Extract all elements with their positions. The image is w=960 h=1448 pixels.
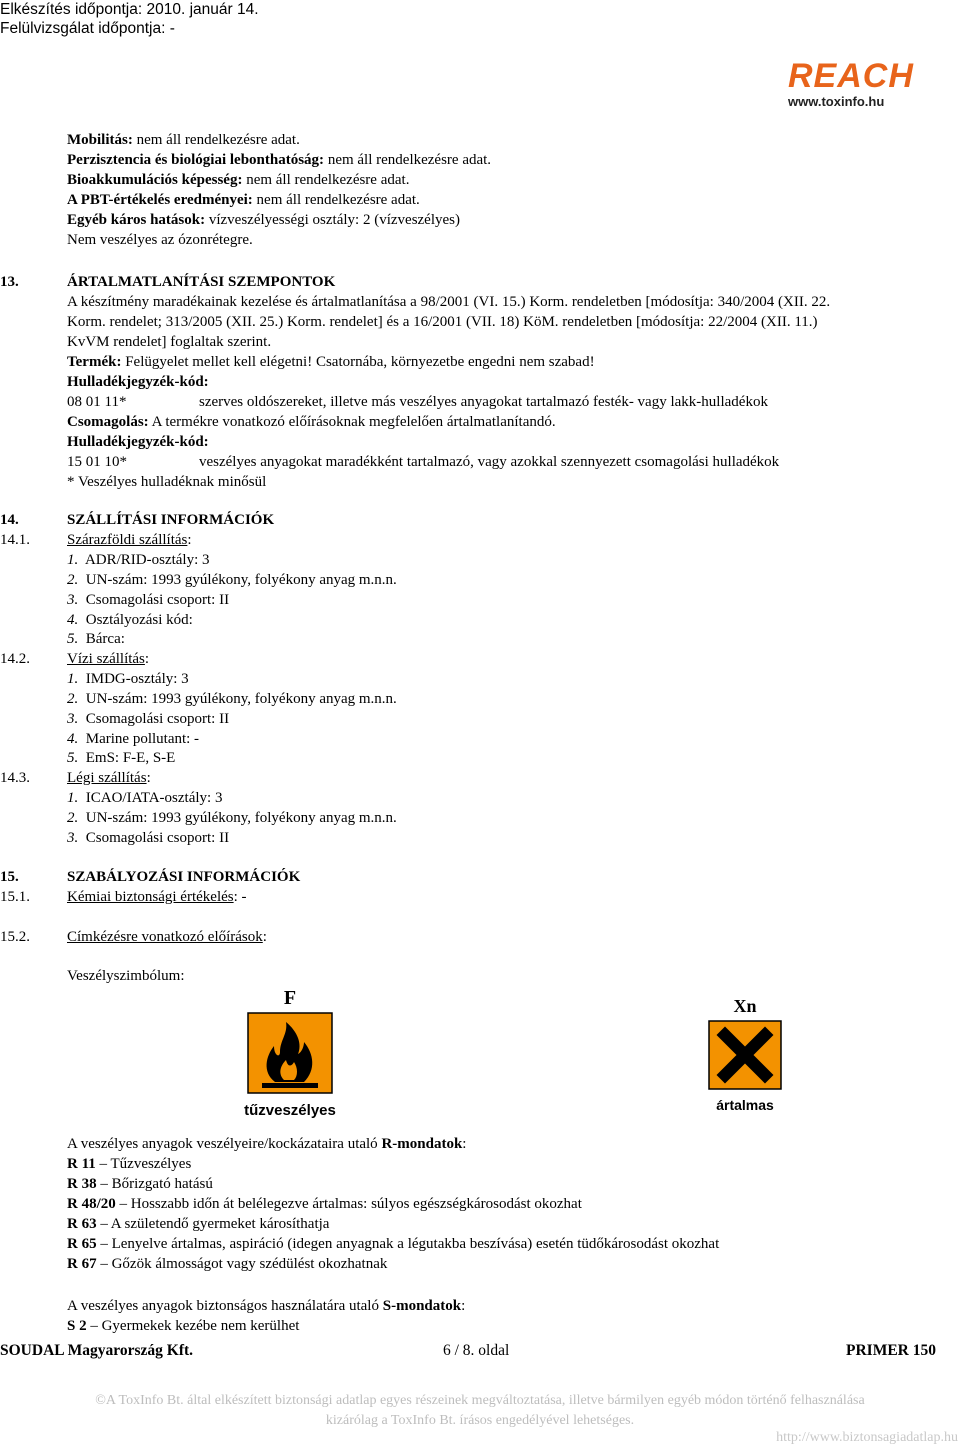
subsection-14-3: 14.3. Légi szállítás: [0,770,151,786]
revision-date: Felülvizsgálat időpontja: - [0,20,175,37]
harmful-symbol [703,995,787,1113]
s12-line: Nem veszélyes az ózonrétegre. [67,232,253,248]
reach-logo [788,58,938,110]
s-phrase: S 2 – Gyermekek kezébe nem kerülhet [67,1318,300,1334]
s12-line: Perzisztencia és biológiai lebonthatóság: nem áll rendelkezésre adat. [67,152,492,168]
waste-code-line: 08 01 11* szerves oldószereket, illetve más veszélyes anyagokat tartalmazó festék- vagy lakk-hulladékok [67,394,768,410]
section-13-body [67,292,935,492]
footer-page-number: 6 / 8. oldal [443,1342,510,1359]
section-title: ÁRTALMATLANÍTÁSI SZEMPONTOK [67,274,336,290]
waste-code-label: Hulladékjegyzék-kód: [67,374,209,390]
list-item: 1. ADR/RID-osztály: 3 [67,552,210,568]
copyright-line: kizárólag a ToxInfo Bt. írásos engedélyével lehetséges. [325,1413,635,1428]
waste-code-label: Hulladékjegyzék-kód: [67,434,209,450]
r-phrases [67,1134,719,1274]
s12-line: Egyéb káros hatások: vízveszélyességi osztály: 2 (vízveszélyes) [67,212,460,228]
r-phrase: R 11 – Tűzveszélyes [67,1156,192,1172]
hazardous-note: * Veszélyes hulladéknak minősül [67,474,267,490]
list-item: 1. IMDG-osztály: 3 [67,671,189,687]
logo-url: www.toxinfo.hu [788,94,885,109]
symbol-heading: Veszélyszimbólum: [67,968,185,984]
corner-url: http://www.biztonsagiadatlap.hu [776,1430,958,1445]
para-line: KvVM rendelet] foglaltak szerint. [67,334,272,350]
list-item: 2. UN-szám: 1993 gyúlékony, folyékony anyag m.n.n. [67,572,397,588]
section-15-heading: 15. SZABÁLYOZÁSI INFORMÁCIÓK [0,869,301,885]
symbol-letter: F [283,987,297,1009]
footer-company: SOUDAL Magyarország Kft. [0,1342,194,1359]
s12-line: Bioakkumulációs képesség: nem áll rendelkezésre adat. [67,172,410,188]
r-phrase: R 48/20 – Hosszabb időn át belélegezve ártalmas: súlyos egészségkárosodást okozhat [67,1196,582,1212]
list-item: 4. Osztályozási kód: [67,612,193,628]
section-12-list [67,130,491,250]
list-item: 2. UN-szám: 1993 gyúlékony, folyékony anyag m.n.n. [67,691,397,707]
list-item: 4. Marine pollutant: - [67,731,200,747]
s-intro: A veszélyes anyagok biztonságos használatára utaló S-mondatok: [67,1298,466,1314]
list-item: 2. UN-szám: 1993 gyúlékony, folyékony anyag m.n.n. [67,810,397,826]
packaging-line: Csomagolás: A termékre vonatkozó előírásoknak megfelelően ártalmatlanítandó. [67,414,556,430]
flammable-symbol [240,986,340,1120]
subsection-14-1: 14.1. Szárazföldi szállítás: [0,532,192,548]
copyright-line: ©A ToxInfo Bt. által elkészített biztonsági adatlap egyes részeinek megváltoztatása, illetve bármilyen egyéb módon történő felhasználása [95,1393,865,1408]
product-line: Termék: Felügyelet mellet kell elégetni! Csatornába, környezetbe engedni nem szabad! [67,354,595,370]
list-item: 3. Csomagolási csoport: II [67,711,230,727]
section-14-heading: 14. SZÁLLÍTÁSI INFORMÁCIÓK [0,512,275,528]
section-13-heading [0,272,960,292]
s12-line: A PBT-értékelés eredményei: nem áll rendelkezésre adat. [67,192,420,208]
list-item: 5. EmS: F-E, S-E [67,750,176,766]
footer-product: PRIMER 150 [846,1342,936,1359]
subsection-14-2: 14.2. Vízi szállítás: [0,651,150,667]
section-number: 13. [0,274,19,290]
list-item: 3. Csomagolási csoport: II [67,830,230,846]
subsection-15-2: 15.2. Címkézésre vonatkozó előírások: [0,929,267,945]
r-phrase: R 67 – Gőzök álmosságot vagy szédülést okozhatnak [67,1256,388,1272]
symbol-caption: ártalmas [716,1097,774,1113]
symbol-letter: Xn [733,996,757,1016]
s-phrases [67,1296,465,1336]
logo-word: REACH [788,57,914,95]
list-item: 5. Bárca: [67,631,125,647]
subsection-15-1: 15.1. Kémiai biztonsági értékelés: - [0,889,247,905]
r-phrase: R 38 – Bőrizgató hatású [67,1176,213,1192]
symbol-caption: tűzveszélyes [244,1102,336,1119]
waste-code-line: 15 01 10* veszélyes anyagokat maradékként tartalmazó, vagy azokkal szennyezett csomagolási hulladékok [67,454,780,470]
para-line: A készítmény maradékainak kezelése és ártalmatlanítása a 98/2001 (VI. 15.) Korm. rendeletben [módosítja: 340/2004 (XII. 22. [67,294,831,310]
para-line: Korm. rendelet; 313/2005 (XII. 25.) Korm. rendelet] és a 16/2001 (VII. 18) KöM. rendeletben [módosítja: 22/2004 (XII. 11.) [67,314,818,330]
list-item: 3. Csomagolási csoport: II [67,592,230,608]
r-phrase: R 63 – A születendő gyermeket károsíthatja [67,1216,330,1232]
cross-icon [703,1017,787,1091]
flame-icon [240,1010,340,1096]
list-item: 1. ICAO/IATA-osztály: 3 [67,790,223,806]
r-intro: A veszélyes anyagok veszélyeire/kockázataira utaló R-mondatok: [67,1136,467,1152]
r-phrase: R 65 – Lenyelve ártalmas, aspiráció (idegen anyagnak a légutakba beszívása) esetén tüdőkárosodást okozhat [67,1236,720,1252]
s12-line: Mobilitás: nem áll rendelkezésre adat. [67,132,300,148]
creation-date: Elkészítés időpontja: 2010. január 14. [0,1,259,18]
